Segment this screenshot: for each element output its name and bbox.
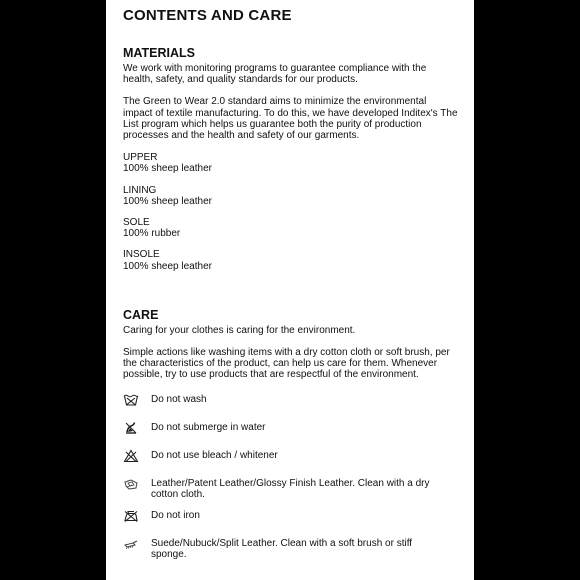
care-instruction-do-not-iron xyxy=(123,510,458,527)
clean-with-cloth-icon xyxy=(123,477,139,491)
material-composition: 100% rubber xyxy=(123,228,181,240)
care-instruction-text: Do not wash xyxy=(151,393,207,405)
care-instruction-text: Do not use bleach / whitener xyxy=(151,449,278,461)
material-composition: 100% sheep leather xyxy=(123,260,212,272)
care-paragraph-environment: Caring for your clothes is caring for the environment. xyxy=(123,324,356,336)
contents-care-panel xyxy=(123,6,458,570)
material-item-upper xyxy=(123,152,458,174)
materials-paragraph-compliance: We work with monitoring programs to guarantee compliance with the health, safety, and quality standards for our products. xyxy=(123,63,427,86)
material-composition: 100% sheep leather xyxy=(123,163,212,175)
care-instructions-list xyxy=(123,394,458,561)
material-item-lining xyxy=(123,185,458,207)
care-instruction-text: Do not iron xyxy=(151,509,200,521)
material-part-label: SOLE xyxy=(123,217,150,229)
care-instruction-do-not-bleach xyxy=(123,450,458,467)
do-not-bleach-icon xyxy=(123,449,139,463)
do-not-iron-icon xyxy=(123,509,139,523)
material-part-label: LINING xyxy=(123,184,157,196)
care-heading: CARE xyxy=(123,307,159,322)
care-instruction-text: Leather/Patent Leather/Glossy Finish Leather. Clean with a dry cotton cloth. xyxy=(151,477,430,501)
care-paragraph-actions: Simple actions like washing items with a dry cotton cloth or soft brush, per the characteristics of the product, can help us care for them. Whenever possible, try to use products that are respectful of the environment. xyxy=(123,347,450,381)
care-instruction-text: Suede/Nubuck/Split Leather. Clean with a soft brush or stiff sponge. xyxy=(151,537,413,561)
care-instruction-do-not-submerge xyxy=(123,422,458,439)
care-instruction-clean-with-cloth xyxy=(123,478,458,501)
materials-paragraph-green-to-wear: The Green to Wear 2.0 standard aims to minimize the environmental impact of textile manufacturing. To do this, we have developed Inditex's The List program which helps us guarantee both the purity of production processes and the health and safety of our garments. xyxy=(123,96,458,142)
do-not-submerge-icon xyxy=(123,421,139,435)
page-title: CONTENTS AND CARE xyxy=(123,7,292,24)
care-instruction-text: Do not submerge in water xyxy=(151,421,266,433)
clean-with-brush-icon xyxy=(123,537,139,551)
material-part-label: UPPER xyxy=(123,152,158,164)
care-instruction-clean-with-brush xyxy=(123,538,458,561)
material-part-label: INSOLE xyxy=(123,249,160,261)
materials-list xyxy=(123,152,458,272)
do-not-wash-icon xyxy=(123,393,139,407)
material-item-insole xyxy=(123,249,458,271)
material-item-sole xyxy=(123,217,458,239)
material-composition: 100% sheep leather xyxy=(123,195,212,207)
content-page xyxy=(106,0,474,580)
materials-heading: MATERIALS xyxy=(123,46,195,60)
care-instruction-do-not-wash xyxy=(123,394,458,411)
